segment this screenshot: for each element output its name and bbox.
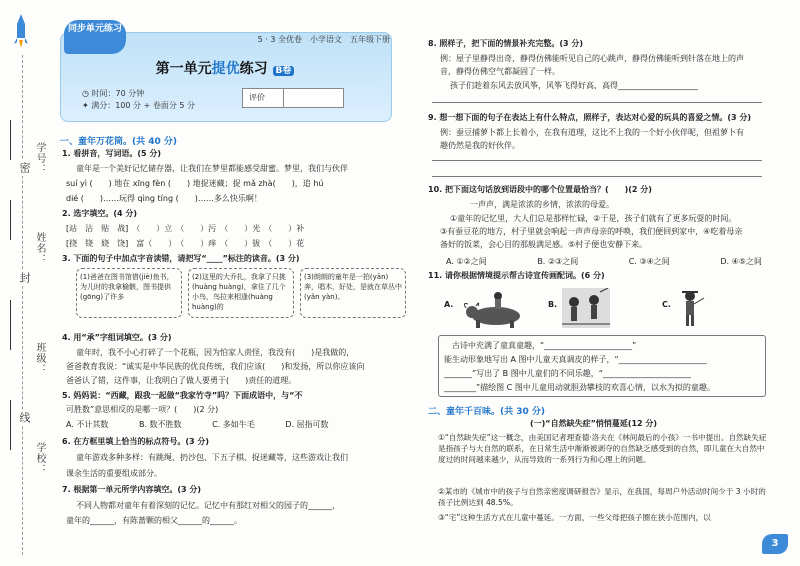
q3-box-3[interactable]: (3)朗朗的童年是一拍(yān)奔，唱木，好处，是就在草丛中(yǎn yàn)。 — [300, 268, 406, 318]
section-one-title: 一、童年万花筒。(共 40 分) — [60, 137, 178, 147]
star-icon: ✦ — [82, 101, 92, 110]
evaluation-box[interactable] — [242, 88, 344, 108]
series-tagline: 5 · 3 全优卷 小学语文 五年级下册 — [257, 35, 390, 44]
q5-option-c[interactable]: C. 多如牛毛 — [212, 420, 255, 429]
school-field[interactable] — [10, 400, 11, 450]
reading-title: (一)“自然缺失症”悄悄蔓延(12 分) — [530, 419, 658, 428]
q4-line-2[interactable]: 爸爸教育我说：“诚实是中华民族的优良传统，我们应该( )和发扬，所以你应该向 — [66, 362, 365, 371]
title-suffix: 练习 — [239, 61, 268, 77]
q10-line-3: 备好的饭菜，会心目的那般满足感。⑤村子便也安静下来。 — [440, 240, 648, 249]
question-8: 8. 照样子，把下面的情景补充完整。(3 分) — [428, 39, 584, 48]
q9-fill-line-1[interactable] — [432, 160, 762, 161]
question-11: 11. 请你根据情境提示帮古诗宣传画配词。(6 分) — [428, 271, 605, 280]
q10-options — [446, 256, 762, 267]
q3-box-1[interactable]: (1)爸爸在图书馆借(jiè)鱼书，为儿时的我拿榆骸，图书提供(gōng)了许多 — [76, 268, 182, 318]
caption-line-3[interactable]: _______”写出了 B 图中儿童们的不同乐趣，“______________________ — [444, 369, 691, 378]
question-4: 4. 用“承”字组词填空。(3 分) — [62, 333, 172, 342]
buffalo-rider-illustration — [458, 288, 528, 328]
section-two-title: 二、童年千百味。(共 30 分) — [428, 407, 546, 417]
q7-line-1[interactable]: 不同人物都对童年有着深刻的记忆。记忆中有那红对相父的园子的______， — [76, 501, 340, 510]
q10-option-b[interactable]: B. ②③之间 — [537, 257, 579, 266]
q1-line-1: 童年是一个美好记忆储存器，让我们在梦里都能感受甜蜜。梦里，我们与伙伴 — [76, 164, 348, 173]
q4-line-1[interactable]: 童年时，我不小心打碎了一个花瓶，因为怕家人责怪，我没有( )是我做的， — [76, 348, 355, 357]
q10-option-d[interactable]: D. ④⑤之间 — [720, 257, 762, 266]
version-badge: B卷 — [273, 66, 295, 76]
full-score — [82, 100, 195, 111]
q2-line-1[interactable]: [站 沾 贴 战] （ ）立 （ ）污 （ ）光 （ ）补 — [66, 224, 305, 233]
reading-paragraph-1: ①“自然缺失症”这一概念，由美国记者理查德·洛夫在《林间最后的小孩》一书中提出。自然缺失症是指孩子与大自然的联系，在日常生活中渐渐被剥夺的自然缺乏感受到的自然，即儿童在大自然中度过的时间越来越少，从而导致的一系列行为和心理上的问题。 — [438, 433, 767, 464]
title-prefix: 第一单元 — [155, 61, 212, 77]
question-3: 3. 下面的句子中加点字音读错，请把写“____”标注的读音。(3 分) — [62, 254, 300, 263]
student-id-label: 学号： — [34, 142, 45, 175]
q5-option-b[interactable]: B. 数不胜数 — [138, 420, 182, 429]
binding-mark-xian: 线 — [18, 412, 31, 424]
q10-line-2: ③有蚕豆花的地方，村子里就会响起一声声母亲的呼唤，我们便回到家中，④吃着母亲 — [440, 227, 743, 236]
q10-quote: 一声声，满是浓浓的乡情，浓浓的母爱。 — [470, 200, 614, 209]
caption-line-1[interactable]: 古诗中充满了童真童趣，“______________________” — [452, 341, 637, 350]
evaluation-label: 评价 — [249, 93, 265, 102]
picture-c-label: C. — [662, 300, 671, 309]
q1-line-2[interactable]: suí yì ( ) 地在 xīng fèn ( ) 地捉迷藏；捉 mǎ zhà( )，追 hú — [66, 179, 324, 188]
class-label: 班级： — [34, 342, 45, 375]
q8-example-1: 例：屋子里静得出奇，静得仿佛能听见自己的心跳声，静得仿佛能听到针落在地上的声 — [440, 54, 744, 63]
page-title — [60, 58, 390, 78]
q8-example-2: 音，静得仿佛空气都凝固了一样。 — [440, 67, 560, 76]
q5-option-d[interactable]: D. 屈指可数 — [285, 420, 329, 429]
title-highlight: 提优 — [211, 61, 240, 77]
binding-mark-mi: 密 — [18, 162, 31, 174]
question-6: 6. 在方框里填上恰当的标点符号。(3 分) — [62, 437, 210, 446]
q7-line-2[interactable]: 童年的______，有陈蔷颗的相父______的______。 — [66, 516, 242, 525]
q10-option-c[interactable]: C. ③④之间 — [628, 257, 670, 266]
rocket-icon — [14, 14, 28, 48]
caption-line-2[interactable]: 能生动形象地写出 A 图中儿童天真调皮的样子，“______________________ — [444, 355, 707, 364]
binding-strip — [0, 0, 44, 566]
picture-a-label: A. — [444, 300, 454, 309]
question-9: 9. 想一想下面的句子在表达上有什么特点，照样子，表达对心爱的玩具的喜爱之情。(3 分) — [428, 113, 752, 122]
score-text: 满分：100 分 + 卷面分 5 分 — [91, 101, 196, 110]
sync-badge: 同步单元练习 — [64, 20, 126, 54]
question-1: 1. 看拼音，写词语。(5 分) — [62, 149, 162, 158]
q6-line-1[interactable]: 童年游戏多种多样：有跳绳、扔沙包、下五子棋、捉迷藏等，这些游戏让我们 — [76, 453, 348, 462]
q9-example-1: 例：蚕豆捕萝卜都上长着小，在我有道理，这比不上我的一个好小伙伴呢，但祖萝卜有 — [440, 128, 744, 137]
reading-paragraph-2: ②某市的《城市中的孩子与自然亲密度调研报告》显示，在我国，每周户外活动时间少于 3 小时的孩子比例达到 48.5%。 — [438, 487, 766, 507]
name-field[interactable] — [10, 200, 11, 240]
children-playing-illustration — [562, 288, 610, 328]
question-5: 5. 妈妈说：“西藏，跟我一起做“我家竹寺”吗？下面成语中，与“不 — [62, 391, 303, 400]
student-id-field[interactable] — [10, 120, 11, 160]
q2-line-2[interactable]: [挠 铙 娆 饶] 富（ ） （ ）痒 （ ）钹 （ ）花 — [66, 239, 305, 248]
class-field[interactable] — [10, 300, 11, 350]
name-label: 姓名： — [34, 232, 45, 265]
q10-option-a[interactable]: A. ①②之间 — [446, 257, 487, 266]
q4-line-3[interactable]: 爸爸认了错，这件事，让我明白了做人要勇于( )责任的道理。 — [66, 376, 297, 385]
question-10: 10. 把下面这句话放到语段中的哪个位置最恰当？( )(2 分) — [428, 185, 652, 194]
q5-line-2[interactable]: 可胜数”意思相反的是哪一项？( )(2 分) — [66, 405, 219, 414]
q10-line-1: ①童年的记忆里，大人们总是那样忙碌，②于是，孩子们就有了更多玩耍的时间。 — [450, 214, 737, 223]
q8-answer-line[interactable]: 孩子们趁着东风去放风筝，风筝飞得好高，高得____________________ — [450, 81, 698, 90]
q5-options — [66, 419, 329, 430]
page-number: 3 — [762, 534, 788, 554]
q3-box-2[interactable]: (2)这里的大乔扎，我拿了只挑(huàng huàng)，拿住了几个小鸟，鸟拉来相逢(huàng huàng)的 — [188, 268, 294, 318]
picture-b-label: B. — [548, 300, 558, 309]
caption-line-4[interactable]: ________”描绘图 C 图中儿童用动就胆劲攀枝的欢喜心情，以水为拟的童趣。 — [444, 383, 715, 392]
question-2: 2. 选字填空。(4 分) — [62, 209, 138, 218]
time-text: 时间：70 分钟 — [91, 89, 145, 98]
q1-line-3[interactable]: dié ( )……玩得 qìng tíng ( )……多么快乐啊！ — [66, 194, 262, 203]
question-7: 7. 根据第一单元所学内容填空。(3 分) — [62, 485, 202, 494]
binding-mark-feng: 封 — [18, 272, 31, 284]
child-fishing-illustration — [676, 288, 706, 328]
clock-icon: ◷ — [82, 89, 92, 98]
cut-line — [22, 55, 23, 555]
reading-paragraph-3: ③“宅”这种生活方式在儿童中蔓延。一方面，一些父母把孩子圈在狭小范围内，以 — [438, 513, 711, 522]
q6-line-2[interactable]: 课余生活的重要组成部分。 — [66, 469, 162, 478]
q9-example-2: 趣仍然是我的好伙伴。 — [440, 141, 520, 150]
q5-option-a[interactable]: A. 不计其数 — [66, 420, 109, 429]
school-label: 学校： — [34, 442, 45, 475]
time-limit — [82, 88, 144, 99]
q8-fill-line[interactable] — [432, 102, 762, 103]
q9-fill-line-2[interactable] — [432, 176, 762, 177]
